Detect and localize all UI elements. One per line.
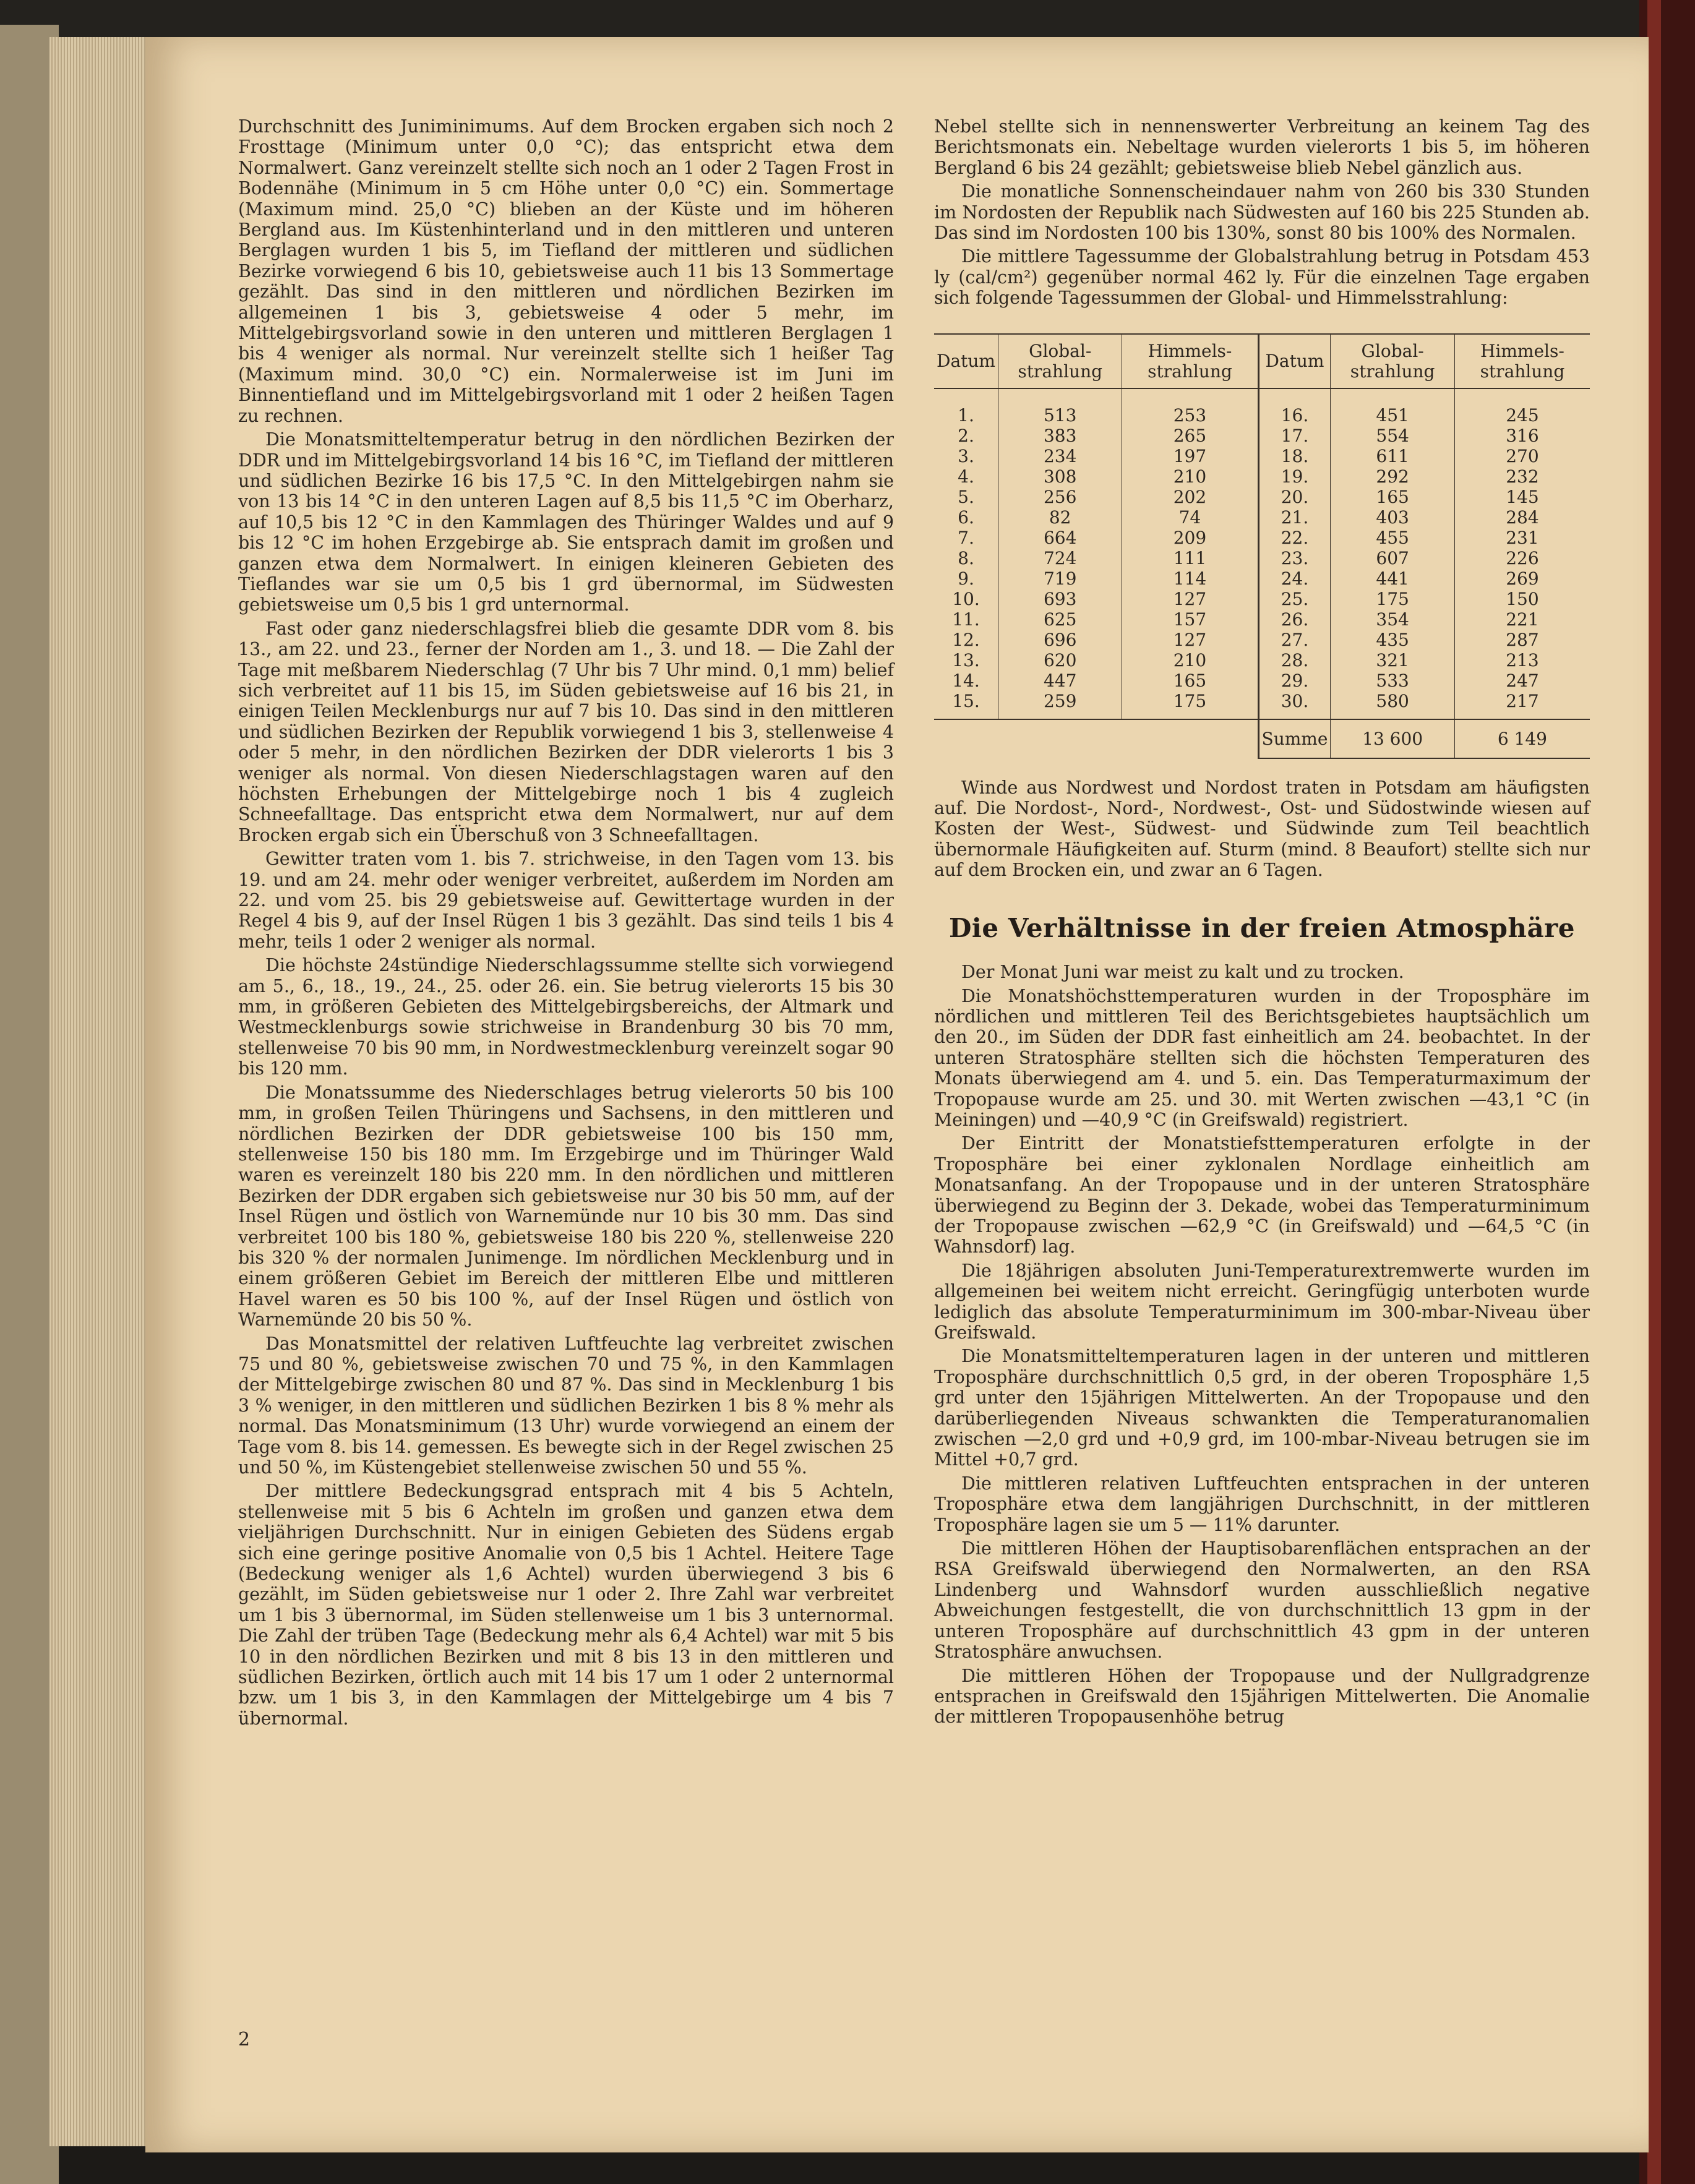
radiation-table-wrapper xyxy=(934,333,1590,759)
column-header: Datum xyxy=(934,334,998,388)
section-title: Die Verhältnisse in der freien Atmosphäre xyxy=(948,912,1576,943)
paragraph: Der Monat Juni war meist zu kalt und zu trocken. xyxy=(961,962,1404,983)
table-cell: 9. xyxy=(958,568,974,589)
sum-label: Summe xyxy=(1258,719,1331,758)
table-row xyxy=(934,670,1590,691)
table-row xyxy=(934,650,1590,670)
table-cell: 175 xyxy=(1331,589,1454,609)
table-cell: 17. xyxy=(1258,426,1331,446)
table-row xyxy=(934,589,1590,609)
table-cell: 354 xyxy=(1331,609,1454,630)
paragraph: Winde aus Nordwest und Nordost traten in Potsdam am häufigsten auf. Die Nordost-, Nord-, Nordwest-, Ost- und Südostwinde wiesen auf Kosten der West-, Südwest- und Südwinde zum Teil beachtlich übernormale Häufigkeiten auf. Sturm (mind. 8 Beaufort) stellte sich nur auf dem Brocken ein, und zwar an 6 Tagen. xyxy=(934,777,1590,881)
table-cell: 165 xyxy=(1122,670,1258,691)
table-row xyxy=(934,528,1590,548)
table-cell: 403 xyxy=(1331,507,1454,528)
table-cell: 2. xyxy=(958,425,974,446)
table-cell: 245 xyxy=(1454,405,1590,426)
table-cell: 209 xyxy=(1122,528,1258,548)
table-body xyxy=(934,388,1590,719)
table-row xyxy=(934,691,1590,719)
table-cell: 114 xyxy=(1122,568,1258,589)
table-cell: 15. xyxy=(952,690,980,711)
paragraph: Nebel stellte sich in nennenswerter Verbreitung an keinem Tag des Berichtsmonats ein. Nebeltage wurden vielerorts 1 bis 5, im höheren Bergland 6 bis 24 gezählt; gebietsweise blieb Nebel gänzlich aus. xyxy=(934,116,1590,178)
table-cell: 6. xyxy=(958,507,974,528)
table-cell: 259 xyxy=(998,691,1122,719)
table-cell: 292 xyxy=(1331,466,1454,487)
table-cell: 284 xyxy=(1454,507,1590,528)
table-cell: 533 xyxy=(1331,670,1454,691)
table-cell: 22. xyxy=(1258,528,1331,548)
paragraph: Die mittleren Höhen der Hauptisobarenflächen entsprachen an der RSA Greifswald überwiegend den Normalwerten, an den RSA Lindenberg und Wahnsdorf wurden ausschließlich negative Abweichungen festgestellt, die von durchschnittlich 13 gpm in der unteren Troposphäre auf durchschnittlich 43 gpm in der unteren Stratosphäre anwuchsen. xyxy=(934,1538,1590,1663)
table-cell: 719 xyxy=(998,568,1122,589)
paragraph: Die Monatshöchsttemperaturen wurden in der Troposphäre im nördlichen und mittleren Teil des Berichtsgebietes hauptsächlich um den 20., im Süden der DDR fast einheitlich am 24. beobachtet. In der unteren Stratosphäre stellten sich die höchsten Temperaturen des Monats überwiegend am 4. und 5. ein. Das Temperaturmaximum der Tropopause wurde am 25. und 30. mit Werten zwischen —43,1 °C (in Meiningen) und —40,9 °C (in Greifswald) registriert. xyxy=(934,985,1590,1130)
table-cell: 607 xyxy=(1331,548,1454,568)
page-stack-edge xyxy=(49,37,155,2146)
table-cell: 145 xyxy=(1454,487,1590,507)
table-cell: 693 xyxy=(998,589,1122,609)
table-cell: 270 xyxy=(1454,446,1590,466)
table-cell: 287 xyxy=(1454,630,1590,650)
table-cell: 580 xyxy=(1331,691,1454,719)
table-cell: 513 xyxy=(998,405,1122,426)
table-cell: 24. xyxy=(1258,568,1331,589)
paragraph: Die Monatsmitteltemperatur betrug in den nördlichen Bezirken der DDR und im Mittelgebirgsvorland 14 bis 16 °C, im Tiefland der mittleren und südlichen Bezirke 16 bis 17,5 °C. In den Mittelgebirgen nahm sie von 13 bis 14 °C in den unteren Lagen auf 8,5 bis 11,5 °C im Oberharz, auf 10,5 bis 12 °C in den Kammlagen des Thüringer Waldes und auf 9 bis 12 °C im hohen Erzgebirge ab. Sie entsprach damit im großen und ganzen etwa dem Normalwert. In einigen kleineren Gebieten des Tieflandes war sie um 0,5 bis 1 grd übernormal, im Südwesten gebietsweise um 0,5 bis 1 grd unternormal. xyxy=(238,429,894,615)
table-cell: 175 xyxy=(1122,691,1258,719)
table-cell: 232 xyxy=(1454,466,1590,487)
table-cell: 253 xyxy=(1122,405,1258,426)
table-cell: 13. xyxy=(952,649,980,670)
table-cell: 165 xyxy=(1331,487,1454,507)
table-row xyxy=(934,426,1590,446)
table-cell: 234 xyxy=(998,446,1122,466)
table-cell: 265 xyxy=(1122,426,1258,446)
table-cell: 30. xyxy=(1258,691,1331,719)
table-cell: 4. xyxy=(958,466,974,487)
paragraph: Die höchste 24stündige Niederschlagssumme stellte sich vorwiegend am 5., 6., 18., 19., 24., 25. oder 26. ein. Sie betrug vielerorts 15 bis 30 mm, in größeren Gebieten des Mittelgebirgsbereichs, der Altmark und Westmecklenburgs sowie strichweise in Brandenburg 30 bis 70 mm, stellenweise 70 bis 90 mm, in Nordwestmecklenburg vereinzelt sogar 90 bis 120 mm. xyxy=(238,955,894,1079)
paragraph: Der mittlere Bedeckungsgrad entsprach mit 4 bis 5 Achteln, stellenweise mit 5 bis 6 Achteln im großen und ganzen etwa dem vieljährigen Durchschnitt. Nur in einigen Gebieten des Südens ergab sich eine geringe positive Anomalie von 0,5 bis 1 Achtel. Heitere Tage (Bedeckung weniger als 1,6 Achtel) wurden überwiegend 3 bis 6 gezählt, im Süden gebietsweise nur 1 oder 2. Ihre Zahl war verbreitet um 1 bis 3 übernormal, im Süden stellenweise um 1 bis 3 unternormal. Die Zahl der trüben Tage (Bedeckung mehr als 6,4 Achtel) war mit 5 bis 10 in den nördlichen Bezirken und mit 8 bis 13 in den mittleren und südlichen Bezirken, örtlich auch mit 14 bis 17 um 1 oder 2 unternormal bzw. um 1 bis 3, in den Kammlagen der Mittelgebirge um 4 bis 7 übernormal. xyxy=(238,1481,894,1729)
table-cell: 554 xyxy=(1331,426,1454,446)
table-cell: 127 xyxy=(1122,589,1258,609)
table-cell: 210 xyxy=(1122,466,1258,487)
table-cell: 20. xyxy=(1258,487,1331,507)
table-cell: 21. xyxy=(1258,507,1331,528)
table-row xyxy=(934,507,1590,528)
table-spacer-row xyxy=(934,388,1590,405)
table-cell: 696 xyxy=(998,630,1122,650)
paragraph: Die mittleren relativen Luftfeuchten entsprachen in der unteren Troposphäre etwa dem langjährigen Durchschnitt, in der mittleren Troposphäre lagen sie um 5 — 11% darunter. xyxy=(934,1473,1590,1535)
page-number: 2 xyxy=(238,2029,251,2050)
paragraph: Die mittleren Höhen der Tropopause und der Nullgradgrenze entsprachen in Greifswald den 15jährigen Mittelwerten. Die Anomalie der mittleren Tropopausenhöhe betrug xyxy=(934,1665,1590,1728)
column-header: Datum xyxy=(1258,334,1331,388)
column-header: Himmels-strahlung xyxy=(1122,334,1258,388)
table-cell: 14. xyxy=(952,670,980,691)
table-cell: 157 xyxy=(1122,609,1258,630)
table-cell: 221 xyxy=(1454,609,1590,630)
document-page xyxy=(145,37,1649,2152)
table-cell: 8. xyxy=(958,547,974,568)
table-cell: 231 xyxy=(1454,528,1590,548)
right-column xyxy=(934,116,1590,1731)
table-cell: 447 xyxy=(998,670,1122,691)
table-cell: 197 xyxy=(1122,446,1258,466)
table-cell: 451 xyxy=(1331,405,1454,426)
table-cell: 1. xyxy=(958,405,974,426)
table-cell: 316 xyxy=(1454,426,1590,446)
table-cell: 435 xyxy=(1331,630,1454,650)
table-cell: 28. xyxy=(1258,650,1331,670)
column-header: Global-strahlung xyxy=(1331,334,1454,388)
table-cell: 3. xyxy=(958,445,974,466)
table-row xyxy=(934,405,1590,426)
paragraph: Die monatliche Sonnenscheindauer nahm von 260 bis 330 Stunden im Nordosten der Republik nach Südwesten auf 160 bis 225 Stunden ab. Das sind im Nordosten 100 bis 130%, sonst 80 bis 100% des Normalen. xyxy=(934,181,1590,244)
table-cell: 247 xyxy=(1454,670,1590,691)
table-cell: 10. xyxy=(952,588,980,609)
paragraph: Durchschnitt des Juniminimums. Auf dem Brocken ergaben sich noch 2 Frosttage (Minimum unter 0,0 °C); das entspricht etwa dem Normalwert. Ganz vereinzelt stellte sich noch an 1 oder 2 Tagen Frost in Bodennähe (Minimum in 5 cm Höhe unter 0,0 °C) ein. Sommertage (Maximum mind. 25,0 °C) blieben an der Küste und im höheren Bergland aus. Im Küstenhinterland und in den mittleren und unteren Berglagen wurden 1 bis 5, im Tiefland der mittleren und südlichen Bezirke vorwiegend 6 bis 10, gebietsweise auch 11 bis 13 Sommertage gezählt. Das sind in den mittleren und nördlichen Bezirken im allgemeinen 1 bis 3, gebietsweise 4 oder 5 mehr, im Mittelgebirgsvorland sowie in den unteren und mittleren Berglagen 1 bis 4 weniger als normal. Nur vereinzelt stellte sich 1 heißer Tag (Maximum mind. 30,0 °C) ein. Normalerweise ist im Juni im Binnentiefland und im Mittelgebirgsvorland mit 1 oder 2 heißen Tagen zu rechnen. xyxy=(238,116,894,426)
table-cell: 256 xyxy=(998,487,1122,507)
table-cell: 16. xyxy=(1258,405,1331,426)
table-cell: 111 xyxy=(1122,548,1258,568)
table-cell: 625 xyxy=(998,609,1122,630)
column-header: Global-strahlung xyxy=(998,334,1122,388)
table-cell: 455 xyxy=(1331,528,1454,548)
table-cell: 724 xyxy=(998,548,1122,568)
table-cell: 23. xyxy=(1258,548,1331,568)
table-cell: 127 xyxy=(1122,630,1258,650)
table-cell: 213 xyxy=(1454,650,1590,670)
paragraph: Die Monatssumme des Niederschlages betrug vielerorts 50 bis 100 mm, in großen Teilen Thüringens und Sachsens, in den mittleren und nördlichen Bezirken der DDR gebietsweise 100 bis 150 mm, stellenweise 150 bis 180 mm. Im Erzgebirge und im Thüringer Wald waren es vereinzelt 180 bis 220 mm. In den nördlichen und mittleren Bezirken der DDR ergaben sich gebietsweise nur 30 bis 50 mm, auf der Insel Rügen und östlich von Warnemünde nur 10 bis 30 mm. Das sind verbreitet 100 bis 180 %, gebietsweise 180 bis 220 %, stellenweise 220 bis 320 % der normalen Junimenge. Im nördlichen Mecklenburg und in einem größeren Gebiet im Bereich der mittleren Elbe und mittleren Havel waren es 50 bis 100 %, auf der Insel Rügen und östlich von Warnemünde 20 bis 50 %. xyxy=(238,1082,894,1330)
table-cell: 150 xyxy=(1454,589,1590,609)
table-cell: 441 xyxy=(1331,568,1454,589)
paragraph: Fast oder ganz niederschlagsfrei blieb die gesamte DDR vom 8. bis 13., am 22. und 23., ferner der Norden am 1., 3. und 18. — Die Zahl der Tage mit meßbarem Niederschlag (7 Uhr bis 7 Uhr mind. 0,1 mm) belief sich verbreitet auf 11 bis 15, im Süden gebietsweise auf 16 bis 21, in einigen Teilen Mecklenburgs nur auf 7 bis 10. Das sind in den mittleren und südlichen Bezirken der Republik vorwiegend 1 bis 3, stellenweise 4 oder 5 mehr, in den nördlichen Bezirken der DDR vielerorts 1 bis 3 weniger als normal. Von diesen Niederschlagstagen waren auf den höchsten Erhebungen der Mittelgebirge noch 1 bis 4 zugleich Schneefalltage. Das entspricht etwa dem Normalwert, nur auf dem Brocken ergab sich ein Überschuß von 3 Schneefalltagen. xyxy=(238,618,894,846)
table-cell: 202 xyxy=(1122,487,1258,507)
sum-global: 13 600 xyxy=(1331,719,1454,758)
radiation-table xyxy=(934,333,1590,759)
table-cell: 664 xyxy=(998,528,1122,548)
table-cell: 226 xyxy=(1454,548,1590,568)
table-cell: 18. xyxy=(1258,446,1331,466)
table-cell: 620 xyxy=(998,650,1122,670)
binding-stripe xyxy=(1647,0,1661,2184)
table-cell: 82 xyxy=(998,507,1122,528)
paragraph: Die mittlere Tagessumme der Globalstrahlung betrug in Potsdam 453 ly (cal/cm²) gegenüber normal 462 ly. Für die einzelnen Tage ergaben sich folgende Tagessummen der Global- und Himmelsstrahlung: xyxy=(934,246,1590,309)
table-cell: 12. xyxy=(952,629,980,650)
table-cell: 29. xyxy=(1258,670,1331,691)
table-cell: 74 xyxy=(1122,507,1258,528)
table-cell: 11. xyxy=(952,609,980,630)
table-row xyxy=(934,609,1590,630)
table-cell: 25. xyxy=(1258,589,1331,609)
table-cell: 611 xyxy=(1331,446,1454,466)
table-cell: 269 xyxy=(1454,568,1590,589)
table-cell: 19. xyxy=(1258,466,1331,487)
table-row xyxy=(934,548,1590,568)
table-header-row xyxy=(934,334,1590,388)
table-row xyxy=(934,446,1590,466)
column-header: Himmels-strahlung xyxy=(1454,334,1590,388)
paragraph: Die Monatsmitteltemperaturen lagen in der unteren und mittleren Troposphäre durchschnittlich 0,5 grd, in der oberen Troposphäre 1,5 grd unter den 15jährigen Mittelwerten. An der Tropopause und den darüberliegenden Niveaus schwankten die Temperaturanomalien zwischen —2,0 grd und +0,9 grd, im 100-mbar-Niveau betrugen sie im Mittel +0,7 grd. xyxy=(934,1346,1590,1470)
paragraph: Die 18jährigen absoluten Juni-Temperaturextremwerte wurden im allgemeinen bei weitem nicht erreicht. Geringfügig unterboten wurde lediglich das absolute Temperaturminimum im 300-mbar-Niveau über Greifswald. xyxy=(934,1260,1590,1343)
paragraph: Das Monatsmittel der relativen Luftfeuchte lag verbreitet zwischen 75 und 80 %, gebietsweise zwischen 70 und 75 %, in den Kammlagen der Mittelgebirge zwischen 80 und 87 %. Das sind in Mecklenburg 1 bis 3 % weniger, in den mittleren und südlichen Bezirken 1 bis 8 % mehr als normal. Das Monatsminimum (13 Uhr) wurde vorwiegend an einem der Tage vom 8. bis 14. gemessen. Es bewegte sich in der Regel zwischen 25 und 50 %, im Küstengebiet stellenweise zwischen 50 und 55 %. xyxy=(238,1333,894,1478)
table-cell: 7. xyxy=(958,527,974,548)
table-cell: 308 xyxy=(998,466,1122,487)
table-row xyxy=(934,568,1590,589)
table-cell: 5. xyxy=(958,486,974,507)
table-row xyxy=(934,487,1590,507)
table-cell: 321 xyxy=(1331,650,1454,670)
table-row xyxy=(934,466,1590,487)
table-cell: 210 xyxy=(1122,650,1258,670)
table-sum-row xyxy=(934,719,1590,758)
left-column xyxy=(238,116,894,1732)
paragraph: Der Eintritt der Monatstiefsttemperaturen erfolgte in der Troposphäre bei einer zyklonalen Nordlage einheitlich am Monatsanfang. An der Tropopause und in der unteren Stratosphäre überwiegend zu Beginn der 3. Dekade, wobei das Temperaturminimum der Tropopause zwischen —62,9 °C (in Greifswald) und —64,5 °C (in Wahnsdorf) lag. xyxy=(934,1133,1590,1257)
table-row xyxy=(934,630,1590,650)
paragraph: Gewitter traten vom 1. bis 7. strichweise, in den Tagen vom 13. bis 19. und am 24. mehr oder weniger verbreitet, außerdem im Norden am 22. und vom 25. bis 29 gebietsweise auf. Gewittertage wurden in der Regel 4 bis 9, auf der Insel Rügen 1 bis 3 gezählt. Das sind teils 1 bis 4 mehr, teils 1 oder 2 weniger als normal. xyxy=(238,849,894,952)
table-cell: 27. xyxy=(1258,630,1331,650)
table-cell: 26. xyxy=(1258,609,1331,630)
table-cell: 217 xyxy=(1454,691,1590,719)
table-cell: 383 xyxy=(998,426,1122,446)
sum-himmel: 6 149 xyxy=(1454,719,1590,758)
